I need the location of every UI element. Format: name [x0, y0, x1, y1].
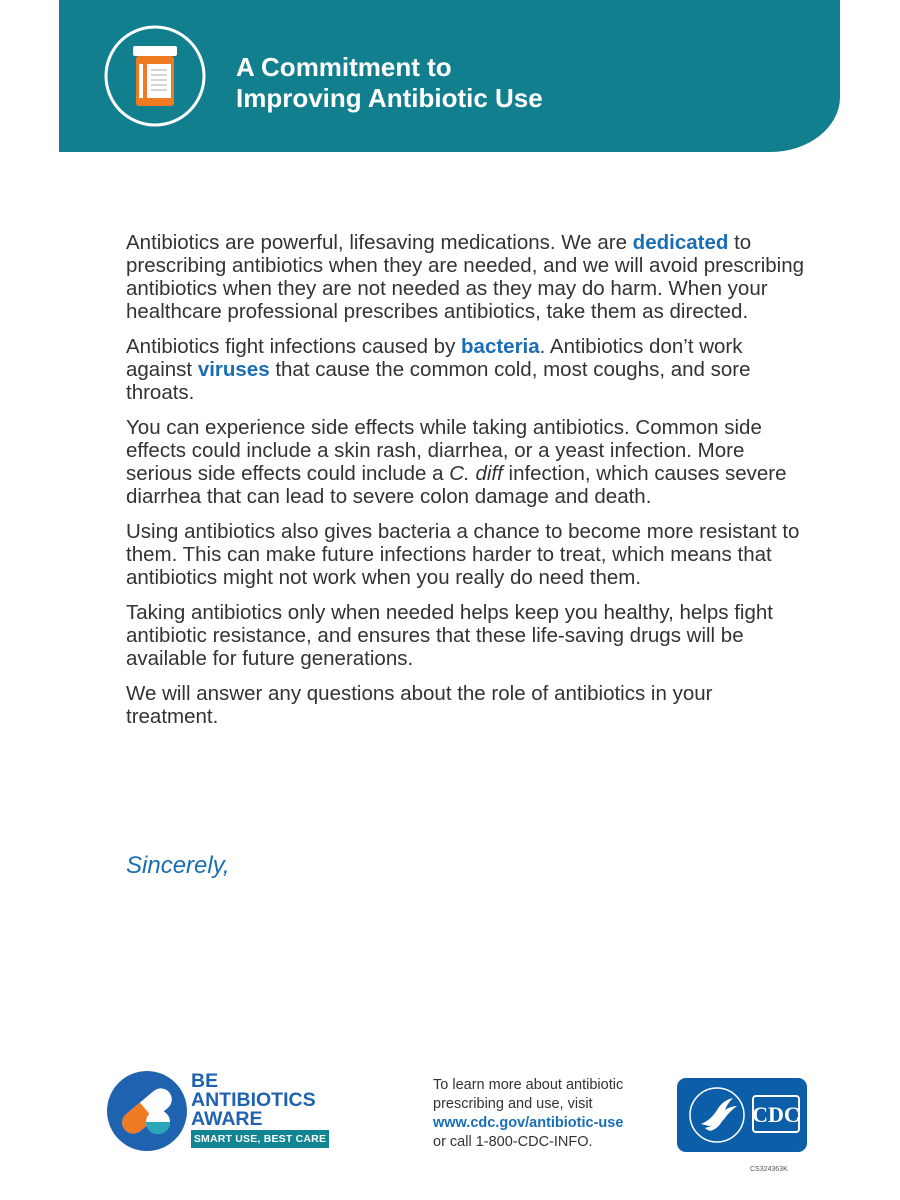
cdc-url-link[interactable]: www.cdc.gov/antibiotic-use	[433, 1115, 624, 1131]
p3-text-a: You can experience side effects while taking antibiotics. Common side effects could include a skin rash, diarrhea, or a yeast infection. More serious side effects could include a	[126, 416, 762, 485]
highlight-bacteria: bacteria	[461, 335, 540, 358]
pill-bottle-icon	[103, 24, 207, 128]
learn-more-block	[433, 1076, 663, 1152]
title-line-2: Improving Antibiotic Use	[236, 83, 543, 113]
highlight-viruses: viruses	[197, 358, 270, 381]
paragraph-1	[126, 231, 806, 323]
campaign-line-2: ANTIBIOTICS	[191, 1089, 316, 1111]
learn-line-4: or call 1-800-CDC-INFO.	[433, 1134, 593, 1150]
p1-text-a: Antibiotics are powerful, lifesaving medications. We are	[126, 231, 633, 254]
campaign-line-1: BE	[191, 1070, 219, 1092]
paragraph-6: We will answer any questions about the role of antibiotics in your treatment.	[126, 682, 713, 728]
title-line-1: A Commitment to	[236, 52, 452, 82]
signoff: Sincerely,	[126, 852, 230, 879]
p2-text-c: . Antibiotics don’t work against	[126, 335, 743, 381]
campaign-wordmark	[191, 1072, 316, 1129]
italic-cdiff: C. diff	[449, 462, 503, 485]
document-code: CS324363K	[750, 1166, 788, 1173]
p3-text-c: infection, which causes severe diarrhea that can lead to severe colon damage and death.	[126, 462, 787, 508]
campaign-tagline: SMART USE, BEST CARE	[191, 1130, 329, 1148]
paragraph-4: Using antibiotics also gives bacteria a chance to become more resistant to them. This can make future infections harder to treat, which means that antibiotics might not work when you really do need them.	[126, 520, 800, 589]
paragraph-3	[126, 416, 806, 508]
learn-line-2: prescribing and use, visit	[433, 1096, 593, 1112]
cdc-logo-text: CDC	[752, 1102, 800, 1127]
campaign-line-3: AWARE	[191, 1108, 263, 1130]
p2-text-e: that cause the common cold, most coughs, and sore throats.	[126, 358, 751, 404]
hhs-eagle-icon	[677, 1078, 807, 1152]
p1-text-c: to prescribing antibiotics when they are needed, and we will avoid prescribing antibiotics when they are not needed as they may do harm. When your healthcare professional prescribes antibiotics, take them as directed.	[126, 231, 805, 323]
paragraph-5: Taking antibiotics only when needed helps keep you healthy, helps fight antibiotic resistance, and ensures that these life-saving drugs will be available for future generations.	[126, 601, 773, 670]
capsule-icon	[106, 1070, 188, 1152]
p2-text-a: Antibiotics fight infections caused by	[126, 335, 462, 358]
cdc-logo	[677, 1078, 807, 1152]
learn-line-1: To learn more about antibiotic	[433, 1077, 624, 1093]
highlight-dedicated: dedicated	[632, 231, 729, 254]
page-title	[236, 52, 543, 114]
letter-body	[126, 231, 806, 740]
paragraph-2	[126, 335, 806, 404]
header-banner	[59, 0, 840, 152]
